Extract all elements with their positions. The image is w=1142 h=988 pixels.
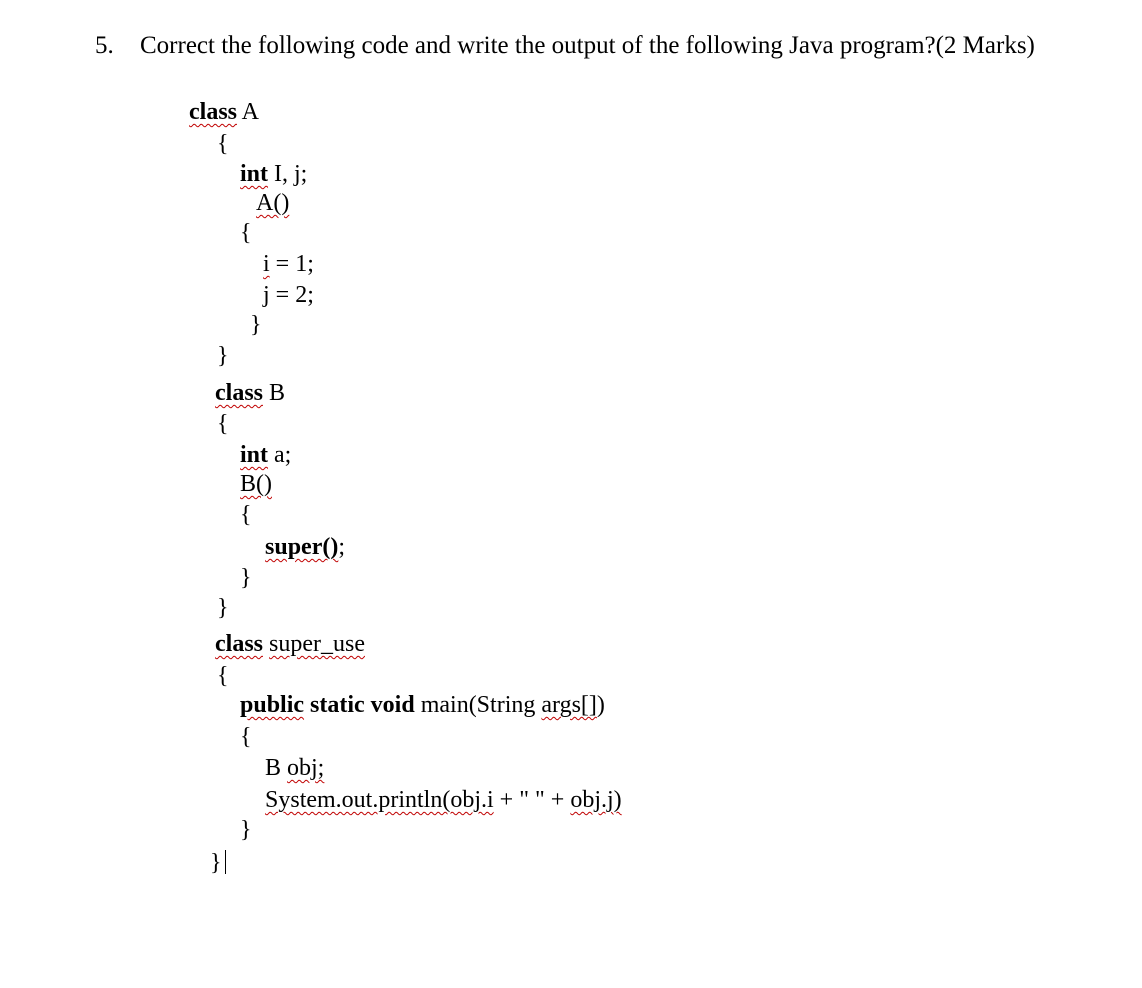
println-separator: + " " + bbox=[493, 787, 571, 813]
question-text: Correct the following code and write the output of the following Java program?(2 Marks) bbox=[140, 32, 1035, 59]
assign-i-variable: i bbox=[263, 251, 270, 277]
main-open-brace: { bbox=[240, 724, 252, 750]
constructor-b-text: B() bbox=[240, 471, 272, 497]
class-b-name: B bbox=[263, 380, 286, 406]
final-brace: } bbox=[210, 850, 222, 876]
keyword-class: class bbox=[215, 380, 263, 406]
class-super-use-name: super_use bbox=[269, 631, 365, 657]
constructor-a-text: A() bbox=[256, 190, 290, 216]
assign-i-rest: = 1; bbox=[269, 251, 314, 277]
class-a-declaration bbox=[189, 98, 259, 126]
println-call: System.out.println(obj.i bbox=[265, 787, 494, 813]
super-semicolon: ; bbox=[338, 534, 345, 560]
assign-i-line bbox=[263, 250, 314, 278]
class-b-fields bbox=[240, 441, 291, 469]
constructor-b bbox=[240, 470, 272, 498]
constructor-a-open-brace: { bbox=[240, 220, 252, 246]
keyword-public: public bbox=[240, 692, 305, 718]
class-super-use-open-brace: { bbox=[217, 663, 229, 689]
keyword-static-void: static void bbox=[304, 692, 415, 718]
fields-b-text: a; bbox=[268, 442, 292, 468]
constructor-b-close-brace: } bbox=[240, 565, 252, 591]
question-number: 5. bbox=[95, 32, 114, 59]
main-signature bbox=[240, 691, 605, 719]
main-close-paren: ) bbox=[596, 692, 605, 718]
class-super-use-declaration bbox=[215, 630, 365, 658]
main-args: args[] bbox=[541, 692, 597, 718]
class-a-name: A bbox=[237, 99, 260, 125]
object-variable: obj; bbox=[287, 755, 325, 781]
println-tail: obj.j) bbox=[570, 787, 622, 813]
keyword-int: int bbox=[240, 161, 269, 187]
constructor-a bbox=[256, 189, 289, 217]
class-b-close-brace: } bbox=[217, 595, 229, 621]
class-a-open-brace: { bbox=[217, 131, 229, 157]
keyword-int: int bbox=[240, 442, 269, 468]
super-call-line bbox=[265, 533, 345, 561]
constructor-a-close-brace: } bbox=[250, 312, 262, 338]
super-call: super() bbox=[265, 534, 339, 560]
constructor-b-open-brace: { bbox=[240, 502, 252, 528]
assign-j-line: j = 2; bbox=[263, 282, 314, 308]
keyword-class: class bbox=[189, 99, 237, 125]
class-b-open-brace: { bbox=[217, 411, 229, 437]
class-a-close-brace: } bbox=[217, 343, 229, 369]
println-line bbox=[265, 786, 622, 814]
class-super-use-close-brace bbox=[210, 849, 226, 877]
object-type: B bbox=[265, 755, 288, 781]
main-close-brace: } bbox=[240, 817, 252, 843]
keyword-class: class bbox=[215, 631, 263, 657]
class-a-fields bbox=[240, 160, 307, 188]
main-signature-text: main(String bbox=[414, 692, 542, 718]
fields-a-text: I, j; bbox=[268, 161, 308, 187]
class-b-declaration bbox=[215, 379, 285, 407]
object-declaration bbox=[265, 754, 324, 782]
text-cursor bbox=[225, 850, 226, 874]
